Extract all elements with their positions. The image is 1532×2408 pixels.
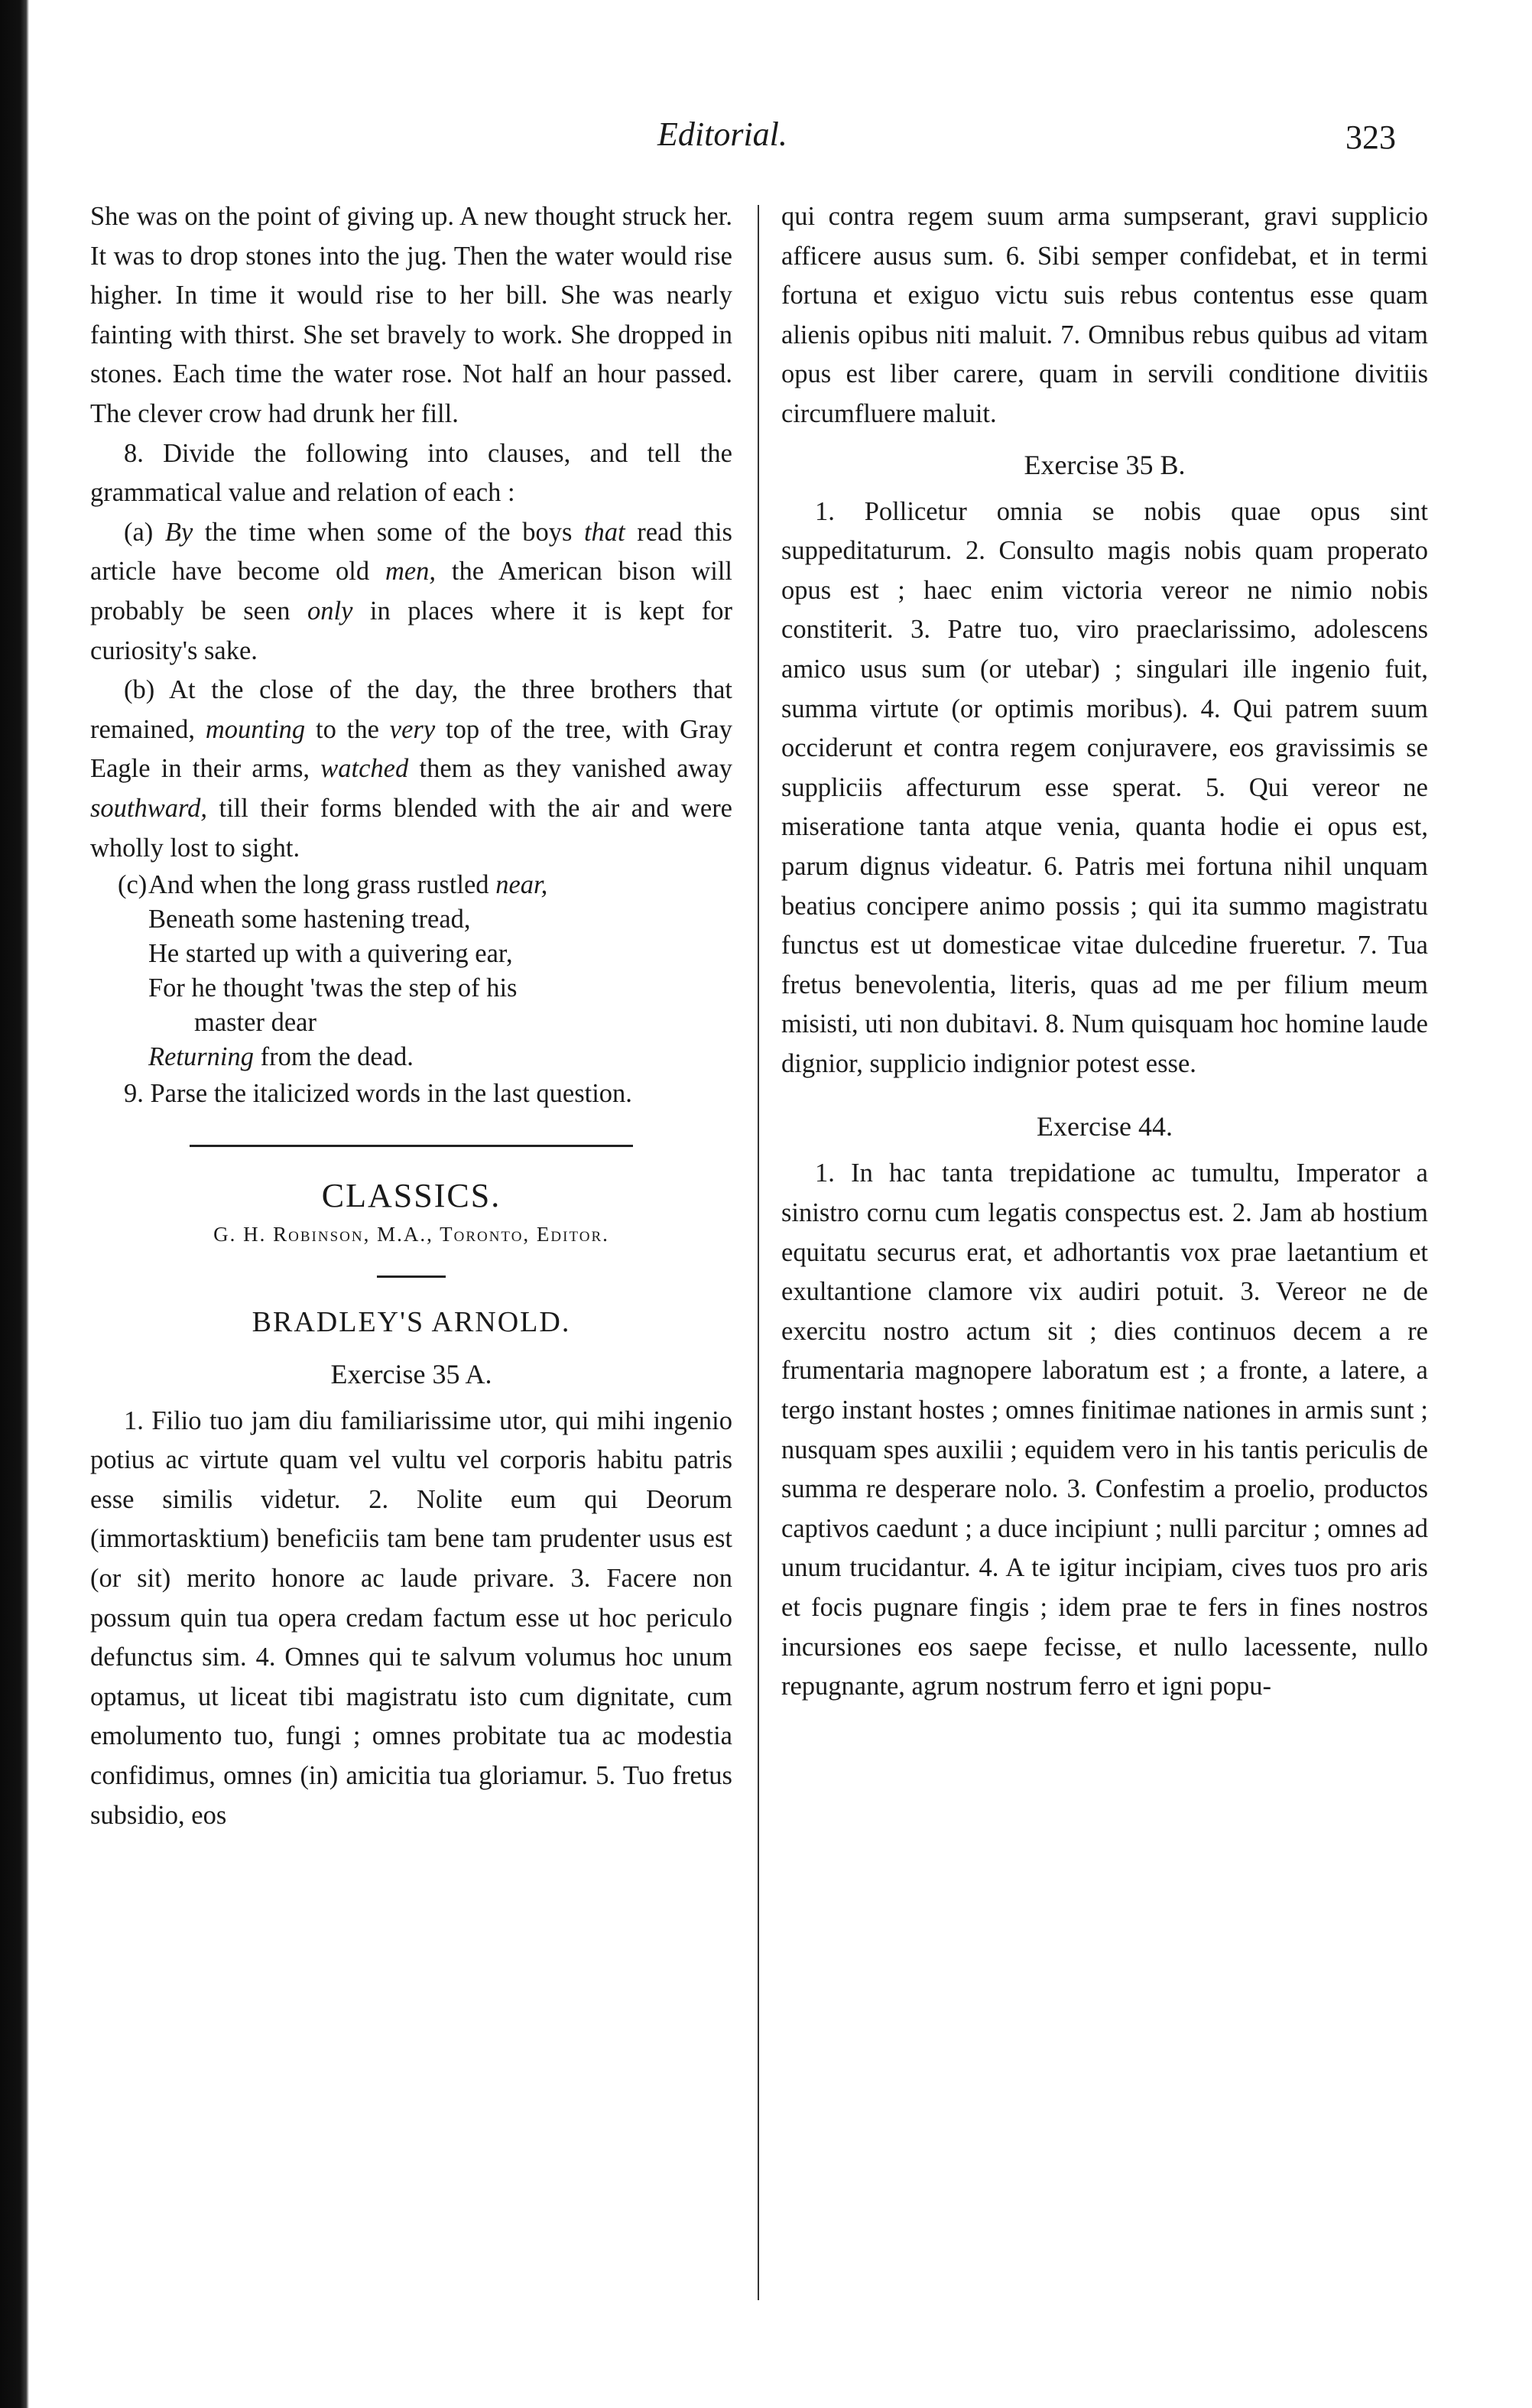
italic-word: only — [307, 596, 353, 626]
exercise-44-text: 1. In hac tanta trepidatione ac tumultu, Imperator a sinistro cornu cum legatis conspectus est. 2. Jam ab hostium equitatu securus erat, et adhortantis vox prae laetantium et exultantione clamore vix audiri potuit. 3. Vereor ne de exercitu nostro actum sit ; dies continuos decem a re frumentaria magnopere laboratum est ; a fronte, a latere, a tergo instant hostes ; omnes finitimae nationes in armis sunt ; nusquam spes auxilii ; equidem vero in his tantis periculis de summa re desperare nolo. 3. Confestim a proelio, productos captivos caedunt ; a duce incipiunt ; nulli parcitur ; omnes ad unum trucidantur. 4. A te igitur incipiam, cives tuos pro aris et focis pugnare fingis ; idem prae te fers in fines nostros incursiones eos saepe fecisse, et nullo lacessente, nullo repugnante, agrum nostrum ferro et igni popu- — [781, 1159, 1428, 1701]
italic-word: men, — [385, 557, 437, 587]
italic-word: Returning — [148, 1042, 254, 1072]
spacer — [781, 1084, 1428, 1096]
short-divider — [377, 1275, 446, 1278]
italic-word: very — [389, 714, 436, 744]
verse-text: And when the long grass rustled — [148, 870, 496, 900]
question-8a — [90, 513, 732, 671]
q8b-text: top of the tree, with Gray Eagle in their arms, — [90, 714, 732, 784]
story-paragraph: She was on the point of giving up. A new thought struck her. It was to drop stones into the jug. Then the water would rise higher. In time it would rise to her bill. She was nearly fainting with thirst. She set bravely to work. She dropped in stones. Each time the water rose. Not half an hour passed. The clever crow had drunk her fill. — [90, 202, 732, 428]
exercise-35b-text: 1. Pollicetur omnia se nobis quae opus sint suppeditaturum. 2. Consulto magis nobis quam properato opus est ; haec enim victoria vereor ne nimio nobis constiterit. 3. Patre tuo, viro praeclarissimo, adolescens amico usus sum (or utebar) ; singulari ille ingenio fuit, summa virtute (or optimis moribus). 4. Qui patrem suum occiderunt et contra regem conjuravere, eos gravissimis se suppliciis affecturum esse sperat. 5. Qui vereor ne miseratione tanta atque venia, quanta hodie ei opus est, parum dignus videatur. 6. Patris mei fortuna nihil unquam beatius concipere animo possis ; qui ita summo magistratu functus est ut domesticae vitae dulcedine frueretur. 7. Tua fretus benevolentia, literis, quas ad me per filium meum misisti, uti non dubitavi. 8. Num quisquam hoc homine laude dignior, supplicio indignior potest esse. — [781, 496, 1428, 1078]
subheading: BRADLEY'S ARNOLD. — [252, 1305, 571, 1338]
italic-word: watched — [320, 754, 409, 784]
exercise-35a-heading: Exercise 35 A. — [330, 1358, 492, 1389]
italic-word: southward, — [90, 793, 208, 823]
q8b-text: At the close of the day, the three brothers that remained, — [90, 675, 732, 744]
column-divider — [758, 205, 759, 2300]
continuation-text: qui contra regem suum arma sumpserant, gravi supplicio afficere ausus sum. 6. Sibi semper confidebat, et in termi fortuna et exiguo victu suis rebus contentus esse quam alienis opibus niti maluit. 7. Omnibus rebus quibus ad vitam opus est liber carere, quam in servili conditione divitiis circumfluere maluit. — [781, 202, 1428, 428]
verse-line — [118, 868, 732, 902]
question-8-intro: 8. Divide the following into clauses, and tell the grammatical value and relation of each : — [90, 438, 732, 508]
page-number: 323 — [1345, 119, 1396, 156]
question-8c-verse — [118, 868, 732, 1074]
q8a-text: read this article have become old — [90, 517, 732, 587]
question-9: 9. Parse the italicized words in the last question. — [124, 1079, 632, 1109]
running-head — [0, 115, 1532, 168]
editor-line: G. H. Robinson, M.A., Toronto, Editor. — [213, 1222, 609, 1246]
q8c-label: (c) — [118, 870, 148, 900]
italic-word: that — [583, 517, 625, 547]
q8a-text: in places where it is kept for curiosity's sake. — [90, 596, 732, 665]
verse-line: Beneath some hastening tread, — [148, 905, 471, 934]
q8a-label: (a) — [124, 517, 154, 547]
q8b-text: them as they vanished away — [408, 754, 733, 784]
page-binding-edge — [0, 0, 29, 2408]
q8b-label: (b) — [124, 675, 155, 705]
verse-line: For he thought 'twas the step of his — [148, 973, 518, 1003]
italic-word: near, — [495, 870, 548, 900]
exercise-44-heading: Exercise 44. — [1037, 1111, 1173, 1142]
verse-line: master dear — [194, 1008, 316, 1038]
right-column — [781, 197, 1428, 1707]
exercise-35b-heading: Exercise 35 B. — [1024, 449, 1186, 480]
left-column — [90, 197, 732, 1835]
question-8b — [90, 671, 732, 868]
q8b-text: to the — [305, 714, 390, 744]
q8a-text: the time when some of the boys — [193, 517, 584, 547]
q8a-text: the American bison will probably be seen — [90, 557, 732, 626]
running-title: Editorial. — [657, 115, 787, 153]
section-title: CLASSICS. — [321, 1176, 501, 1214]
section-divider — [190, 1145, 633, 1147]
verse-text: from the dead. — [253, 1042, 414, 1072]
italic-word: By — [164, 517, 193, 547]
q8b-text: till their forms blended with the air and were wholly lost to sight. — [90, 793, 732, 863]
verse-line — [121, 1040, 732, 1074]
italic-word: mounting — [205, 714, 306, 744]
exercise-35a-text: 1. Filio tuo jam diu familiarissime utor, qui mihi ingenio potius ac virtute quam vel vultu vel corporis habitu patris esse similis videtur. 2. Nolite eum qui Deorum (immortasktium) beneficiis tam bene tam prudenter usus est (or sit) merito honore ac laude privare. 3. Facere non possum quin tua opera credam factum esse ut hoc periculo defunctus sim. 4. Omnes qui te salvum volumus hoc unum optamus, ut liceat tibi magistratu isto cum dignitate, cum emolumento tuo, fungi ; omnes probitate tua ac modestia confidimus, omnes (in) amicitia tua gloriamur. 5. Tuo fretus subsidio, eos — [90, 1405, 732, 1830]
verse-line: He started up with a quivering ear, — [148, 939, 513, 969]
